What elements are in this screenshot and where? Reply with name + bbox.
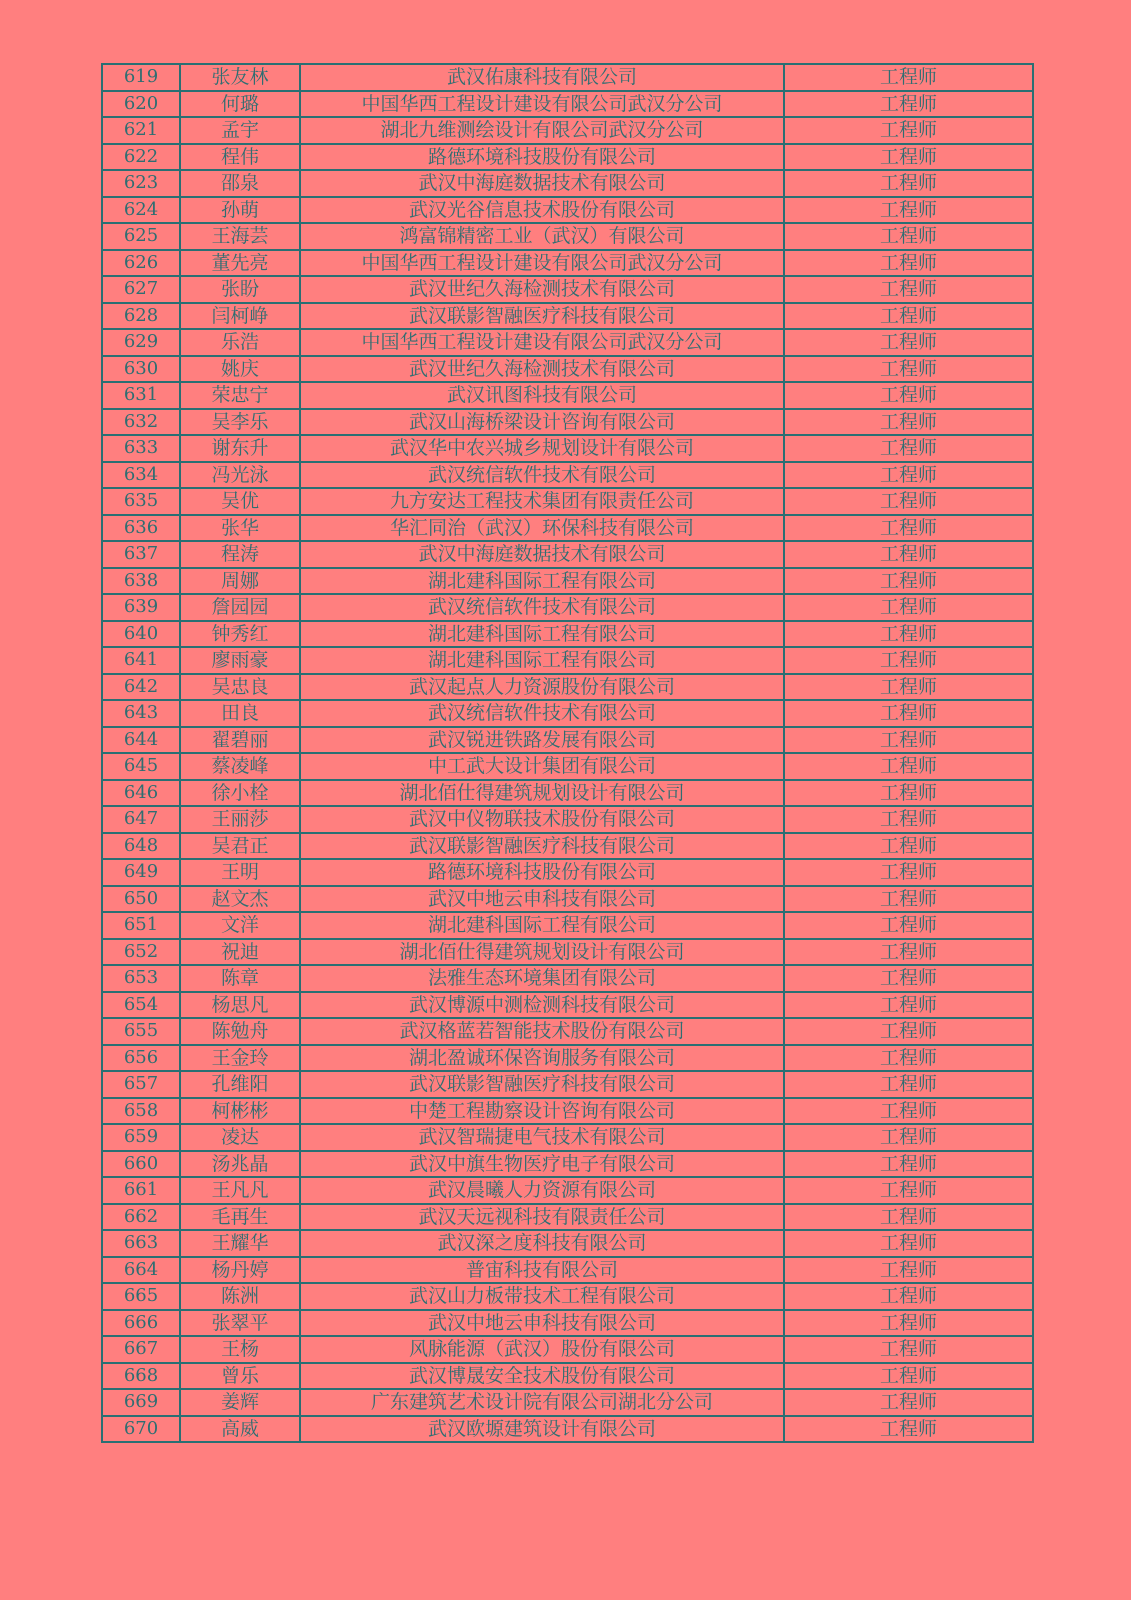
row-number-cell: 653 — [102, 965, 180, 992]
row-number-cell: 637 — [102, 541, 180, 568]
company-name-cell: 武汉锐进铁路发展有限公司 — [300, 727, 784, 754]
table-row — [102, 1389, 1033, 1416]
table-row — [102, 223, 1033, 250]
table-row — [102, 594, 1033, 621]
table-row — [102, 700, 1033, 727]
table-row — [102, 780, 1033, 807]
row-number-cell: 647 — [102, 806, 180, 833]
person-name-cell: 田良 — [180, 700, 300, 727]
company-name-cell: 武汉统信软件技术有限公司 — [300, 594, 784, 621]
person-name-cell: 吴李乐 — [180, 409, 300, 436]
row-number-cell: 642 — [102, 674, 180, 701]
row-number-cell: 623 — [102, 170, 180, 197]
job-title-cell: 工程师 — [784, 1310, 1033, 1337]
company-name-cell: 武汉山海桥梁设计咨询有限公司 — [300, 409, 784, 436]
job-title-cell: 工程师 — [784, 1363, 1033, 1390]
company-name-cell: 湖北建科国际工程有限公司 — [300, 568, 784, 595]
job-title-cell: 工程师 — [784, 303, 1033, 330]
row-number-cell: 633 — [102, 435, 180, 462]
job-title-cell: 工程师 — [784, 64, 1033, 91]
person-name-cell: 何璐 — [180, 91, 300, 118]
table-row — [102, 1204, 1033, 1231]
company-name-cell: 武汉博源中测检测科技有限公司 — [300, 992, 784, 1019]
company-name-cell: 武汉光谷信息技术股份有限公司 — [300, 197, 784, 224]
table-row — [102, 329, 1033, 356]
row-number-cell: 660 — [102, 1151, 180, 1178]
row-number-cell: 626 — [102, 250, 180, 277]
table-row — [102, 515, 1033, 542]
job-title-cell: 工程师 — [784, 329, 1033, 356]
row-number-cell: 638 — [102, 568, 180, 595]
row-number-cell: 635 — [102, 488, 180, 515]
company-name-cell: 武汉统信软件技术有限公司 — [300, 462, 784, 489]
job-title-cell: 工程师 — [784, 435, 1033, 462]
person-name-cell: 王海芸 — [180, 223, 300, 250]
job-title-cell: 工程师 — [784, 488, 1033, 515]
job-title-cell: 工程师 — [784, 780, 1033, 807]
row-number-cell: 632 — [102, 409, 180, 436]
row-number-cell: 634 — [102, 462, 180, 489]
person-name-cell: 钟秀红 — [180, 621, 300, 648]
table-row — [102, 488, 1033, 515]
company-name-cell: 武汉讯图科技有限公司 — [300, 382, 784, 409]
table-row — [102, 1416, 1033, 1443]
person-name-cell: 邵泉 — [180, 170, 300, 197]
job-title-cell: 工程师 — [784, 1018, 1033, 1045]
person-name-cell: 张盼 — [180, 276, 300, 303]
person-name-cell: 姚庆 — [180, 356, 300, 383]
company-name-cell: 武汉格蓝若智能技术股份有限公司 — [300, 1018, 784, 1045]
row-number-cell: 668 — [102, 1363, 180, 1390]
company-name-cell: 武汉世纪久海检测技术有限公司 — [300, 276, 784, 303]
job-title-cell: 工程师 — [784, 117, 1033, 144]
person-name-cell: 吴优 — [180, 488, 300, 515]
row-number-cell: 658 — [102, 1098, 180, 1125]
company-name-cell: 武汉中海庭数据技术有限公司 — [300, 170, 784, 197]
company-name-cell: 武汉中旗生物医疗电子有限公司 — [300, 1151, 784, 1178]
table-row — [102, 1124, 1033, 1151]
company-name-cell: 湖北建科国际工程有限公司 — [300, 912, 784, 939]
row-number-cell: 628 — [102, 303, 180, 330]
row-number-cell: 667 — [102, 1336, 180, 1363]
company-name-cell: 中国华西工程设计建设有限公司武汉分公司 — [300, 250, 784, 277]
table-row — [102, 1151, 1033, 1178]
job-title-cell: 工程师 — [784, 1204, 1033, 1231]
job-title-cell: 工程师 — [784, 1098, 1033, 1125]
company-name-cell: 中楚工程勘察设计咨询有限公司 — [300, 1098, 784, 1125]
table-row — [102, 409, 1033, 436]
row-number-cell: 627 — [102, 276, 180, 303]
job-title-cell: 工程师 — [784, 833, 1033, 860]
job-title-cell: 工程师 — [784, 621, 1033, 648]
person-name-cell: 文洋 — [180, 912, 300, 939]
row-number-cell: 631 — [102, 382, 180, 409]
company-name-cell: 中国华西工程设计建设有限公司武汉分公司 — [300, 329, 784, 356]
table-row — [102, 674, 1033, 701]
row-number-cell: 640 — [102, 621, 180, 648]
table-row — [102, 1310, 1033, 1337]
row-number-cell: 648 — [102, 833, 180, 860]
person-name-cell: 蔡凌峰 — [180, 753, 300, 780]
job-title-cell: 工程师 — [784, 197, 1033, 224]
job-title-cell: 工程师 — [784, 515, 1033, 542]
person-name-cell: 翟碧丽 — [180, 727, 300, 754]
row-number-cell: 641 — [102, 647, 180, 674]
company-name-cell: 鸿富锦精密工业（武汉）有限公司 — [300, 223, 784, 250]
company-name-cell: 路德环境科技股份有限公司 — [300, 144, 784, 171]
table-row — [102, 144, 1033, 171]
table-row — [102, 356, 1033, 383]
person-name-cell: 孔维阳 — [180, 1071, 300, 1098]
company-name-cell: 湖北佰仕得建筑规划设计有限公司 — [300, 780, 784, 807]
person-name-cell: 程伟 — [180, 144, 300, 171]
job-title-cell: 工程师 — [784, 276, 1033, 303]
person-name-cell: 祝迪 — [180, 939, 300, 966]
company-name-cell: 武汉起点人力资源股份有限公司 — [300, 674, 784, 701]
job-title-cell: 工程师 — [784, 939, 1033, 966]
job-title-cell: 工程师 — [784, 1230, 1033, 1257]
row-number-cell: 662 — [102, 1204, 180, 1231]
table-row — [102, 303, 1033, 330]
company-name-cell: 武汉晨曦人力资源有限公司 — [300, 1177, 784, 1204]
table-row — [102, 1177, 1033, 1204]
row-number-cell: 656 — [102, 1045, 180, 1072]
row-number-cell: 663 — [102, 1230, 180, 1257]
row-number-cell: 666 — [102, 1310, 180, 1337]
job-title-cell: 工程师 — [784, 1071, 1033, 1098]
person-name-cell: 王金玲 — [180, 1045, 300, 1072]
company-name-cell: 路德环境科技股份有限公司 — [300, 859, 784, 886]
person-name-cell: 吴忠良 — [180, 674, 300, 701]
job-title-cell: 工程师 — [784, 409, 1033, 436]
table-row — [102, 1018, 1033, 1045]
person-name-cell: 王凡凡 — [180, 1177, 300, 1204]
table-row — [102, 276, 1033, 303]
person-name-cell: 杨丹婷 — [180, 1257, 300, 1284]
person-name-cell: 周娜 — [180, 568, 300, 595]
job-title-cell: 工程师 — [784, 170, 1033, 197]
person-name-cell: 张华 — [180, 515, 300, 542]
company-name-cell: 普宙科技有限公司 — [300, 1257, 784, 1284]
company-name-cell: 法雅生态环境集团有限公司 — [300, 965, 784, 992]
person-name-cell: 吴君正 — [180, 833, 300, 860]
row-number-cell: 646 — [102, 780, 180, 807]
row-number-cell: 652 — [102, 939, 180, 966]
table-row — [102, 250, 1033, 277]
company-name-cell: 武汉佑康科技有限公司 — [300, 64, 784, 91]
personnel-table — [101, 63, 1034, 1443]
table-row — [102, 647, 1033, 674]
person-name-cell: 孟宇 — [180, 117, 300, 144]
table-row — [102, 435, 1033, 462]
company-name-cell: 武汉华中农兴城乡规划设计有限公司 — [300, 435, 784, 462]
job-title-cell: 工程师 — [784, 1151, 1033, 1178]
job-title-cell: 工程师 — [784, 753, 1033, 780]
company-name-cell: 武汉中地云申科技有限公司 — [300, 886, 784, 913]
table-row — [102, 1045, 1033, 1072]
person-name-cell: 乐浩 — [180, 329, 300, 356]
table-row — [102, 1257, 1033, 1284]
job-title-cell: 工程师 — [784, 250, 1033, 277]
company-name-cell: 湖北佰仕得建筑规划设计有限公司 — [300, 939, 784, 966]
person-name-cell: 张友林 — [180, 64, 300, 91]
person-name-cell: 王明 — [180, 859, 300, 886]
company-name-cell: 风脉能源（武汉）股份有限公司 — [300, 1336, 784, 1363]
job-title-cell: 工程师 — [784, 1336, 1033, 1363]
company-name-cell: 中工武大设计集团有限公司 — [300, 753, 784, 780]
table-row — [102, 806, 1033, 833]
job-title-cell: 工程师 — [784, 886, 1033, 913]
person-name-cell: 赵文杰 — [180, 886, 300, 913]
row-number-cell: 649 — [102, 859, 180, 886]
company-name-cell: 湖北九维测绘设计有限公司武汉分公司 — [300, 117, 784, 144]
table-row — [102, 170, 1033, 197]
table-row — [102, 1071, 1033, 1098]
person-name-cell: 陈勉舟 — [180, 1018, 300, 1045]
table-row — [102, 621, 1033, 648]
company-name-cell: 武汉联影智融医疗科技有限公司 — [300, 303, 784, 330]
person-name-cell: 高威 — [180, 1416, 300, 1443]
table-row — [102, 965, 1033, 992]
person-name-cell: 王耀华 — [180, 1230, 300, 1257]
job-title-cell: 工程师 — [784, 912, 1033, 939]
company-name-cell: 武汉中海庭数据技术有限公司 — [300, 541, 784, 568]
company-name-cell: 湖北建科国际工程有限公司 — [300, 647, 784, 674]
table-row — [102, 1336, 1033, 1363]
person-name-cell: 姜辉 — [180, 1389, 300, 1416]
job-title-cell: 工程师 — [784, 1124, 1033, 1151]
job-title-cell: 工程师 — [784, 541, 1033, 568]
row-number-cell: 621 — [102, 117, 180, 144]
company-name-cell: 湖北盈诚环保咨询服务有限公司 — [300, 1045, 784, 1072]
table-row — [102, 1230, 1033, 1257]
person-name-cell: 徐小栓 — [180, 780, 300, 807]
company-name-cell: 武汉联影智融医疗科技有限公司 — [300, 833, 784, 860]
table-row — [102, 886, 1033, 913]
row-number-cell: 622 — [102, 144, 180, 171]
table-row — [102, 727, 1033, 754]
company-name-cell: 华汇同治（武汉）环保科技有限公司 — [300, 515, 784, 542]
row-number-cell: 657 — [102, 1071, 180, 1098]
person-name-cell: 毛再生 — [180, 1204, 300, 1231]
company-name-cell: 武汉统信软件技术有限公司 — [300, 700, 784, 727]
person-name-cell: 王杨 — [180, 1336, 300, 1363]
person-name-cell: 曾乐 — [180, 1363, 300, 1390]
person-name-cell: 陈洲 — [180, 1283, 300, 1310]
company-name-cell: 武汉天远视科技有限责任公司 — [300, 1204, 784, 1231]
row-number-cell: 650 — [102, 886, 180, 913]
table-row — [102, 1098, 1033, 1125]
row-number-cell: 643 — [102, 700, 180, 727]
job-title-cell: 工程师 — [784, 91, 1033, 118]
person-name-cell: 冯光泳 — [180, 462, 300, 489]
table-row — [102, 833, 1033, 860]
table-row — [102, 1283, 1033, 1310]
row-number-cell: 636 — [102, 515, 180, 542]
company-name-cell: 武汉中地云申科技有限公司 — [300, 1310, 784, 1337]
person-name-cell: 荣忠宁 — [180, 382, 300, 409]
row-number-cell: 639 — [102, 594, 180, 621]
person-name-cell: 谢东升 — [180, 435, 300, 462]
job-title-cell: 工程师 — [784, 647, 1033, 674]
row-number-cell: 630 — [102, 356, 180, 383]
job-title-cell: 工程师 — [784, 1257, 1033, 1284]
row-number-cell: 654 — [102, 992, 180, 1019]
row-number-cell: 651 — [102, 912, 180, 939]
person-name-cell: 董先亮 — [180, 250, 300, 277]
company-name-cell: 武汉世纪久海检测技术有限公司 — [300, 356, 784, 383]
table-row — [102, 541, 1033, 568]
table-row — [102, 64, 1033, 91]
job-title-cell: 工程师 — [784, 144, 1033, 171]
row-number-cell: 661 — [102, 1177, 180, 1204]
table-row — [102, 1363, 1033, 1390]
job-title-cell: 工程师 — [784, 674, 1033, 701]
row-number-cell: 620 — [102, 91, 180, 118]
company-name-cell: 湖北建科国际工程有限公司 — [300, 621, 784, 648]
row-number-cell: 629 — [102, 329, 180, 356]
company-name-cell: 武汉博晟安全技术股份有限公司 — [300, 1363, 784, 1390]
job-title-cell: 工程师 — [784, 1177, 1033, 1204]
job-title-cell: 工程师 — [784, 992, 1033, 1019]
company-name-cell: 武汉深之度科技有限公司 — [300, 1230, 784, 1257]
row-number-cell: 655 — [102, 1018, 180, 1045]
company-name-cell: 武汉智瑞捷电气技术有限公司 — [300, 1124, 784, 1151]
company-name-cell: 武汉联影智融医疗科技有限公司 — [300, 1071, 784, 1098]
row-number-cell: 624 — [102, 197, 180, 224]
company-name-cell: 广东建筑艺术设计院有限公司湖北分公司 — [300, 1389, 784, 1416]
row-number-cell: 670 — [102, 1416, 180, 1443]
person-name-cell: 柯彬彬 — [180, 1098, 300, 1125]
person-name-cell: 程涛 — [180, 541, 300, 568]
company-name-cell: 武汉山力板带技术工程有限公司 — [300, 1283, 784, 1310]
row-number-cell: 645 — [102, 753, 180, 780]
company-name-cell: 武汉欧塬建筑设计有限公司 — [300, 1416, 784, 1443]
job-title-cell: 工程师 — [784, 1045, 1033, 1072]
job-title-cell: 工程师 — [784, 1416, 1033, 1443]
company-name-cell: 中国华西工程设计建设有限公司武汉分公司 — [300, 91, 784, 118]
row-number-cell: 619 — [102, 64, 180, 91]
row-number-cell: 644 — [102, 727, 180, 754]
company-name-cell: 九方安达工程技术集团有限责任公司 — [300, 488, 784, 515]
person-name-cell: 凌达 — [180, 1124, 300, 1151]
table-row — [102, 992, 1033, 1019]
person-name-cell: 詹园园 — [180, 594, 300, 621]
person-name-cell: 陈章 — [180, 965, 300, 992]
job-title-cell: 工程师 — [784, 700, 1033, 727]
table-row — [102, 462, 1033, 489]
company-name-cell: 武汉中仪物联技术股份有限公司 — [300, 806, 784, 833]
person-name-cell: 杨思凡 — [180, 992, 300, 1019]
person-name-cell: 汤兆晶 — [180, 1151, 300, 1178]
job-title-cell: 工程师 — [784, 223, 1033, 250]
job-title-cell: 工程师 — [784, 594, 1033, 621]
table-row — [102, 117, 1033, 144]
row-number-cell: 665 — [102, 1283, 180, 1310]
job-title-cell: 工程师 — [784, 356, 1033, 383]
table-row — [102, 859, 1033, 886]
person-name-cell: 张翠平 — [180, 1310, 300, 1337]
job-title-cell: 工程师 — [784, 462, 1033, 489]
table-row — [102, 197, 1033, 224]
row-number-cell: 659 — [102, 1124, 180, 1151]
job-title-cell: 工程师 — [784, 382, 1033, 409]
job-title-cell: 工程师 — [784, 1283, 1033, 1310]
row-number-cell: 625 — [102, 223, 180, 250]
table-row — [102, 753, 1033, 780]
job-title-cell: 工程师 — [784, 727, 1033, 754]
job-title-cell: 工程师 — [784, 806, 1033, 833]
person-name-cell: 廖雨豪 — [180, 647, 300, 674]
table-row — [102, 568, 1033, 595]
job-title-cell: 工程师 — [784, 568, 1033, 595]
table-row — [102, 382, 1033, 409]
table-body — [102, 64, 1033, 1442]
person-name-cell: 闫柯峥 — [180, 303, 300, 330]
person-name-cell: 孙萌 — [180, 197, 300, 224]
job-title-cell: 工程师 — [784, 965, 1033, 992]
row-number-cell: 664 — [102, 1257, 180, 1284]
row-number-cell: 669 — [102, 1389, 180, 1416]
table-row — [102, 912, 1033, 939]
job-title-cell: 工程师 — [784, 859, 1033, 886]
table-row — [102, 91, 1033, 118]
person-name-cell: 王丽莎 — [180, 806, 300, 833]
job-title-cell: 工程师 — [784, 1389, 1033, 1416]
table-row — [102, 939, 1033, 966]
